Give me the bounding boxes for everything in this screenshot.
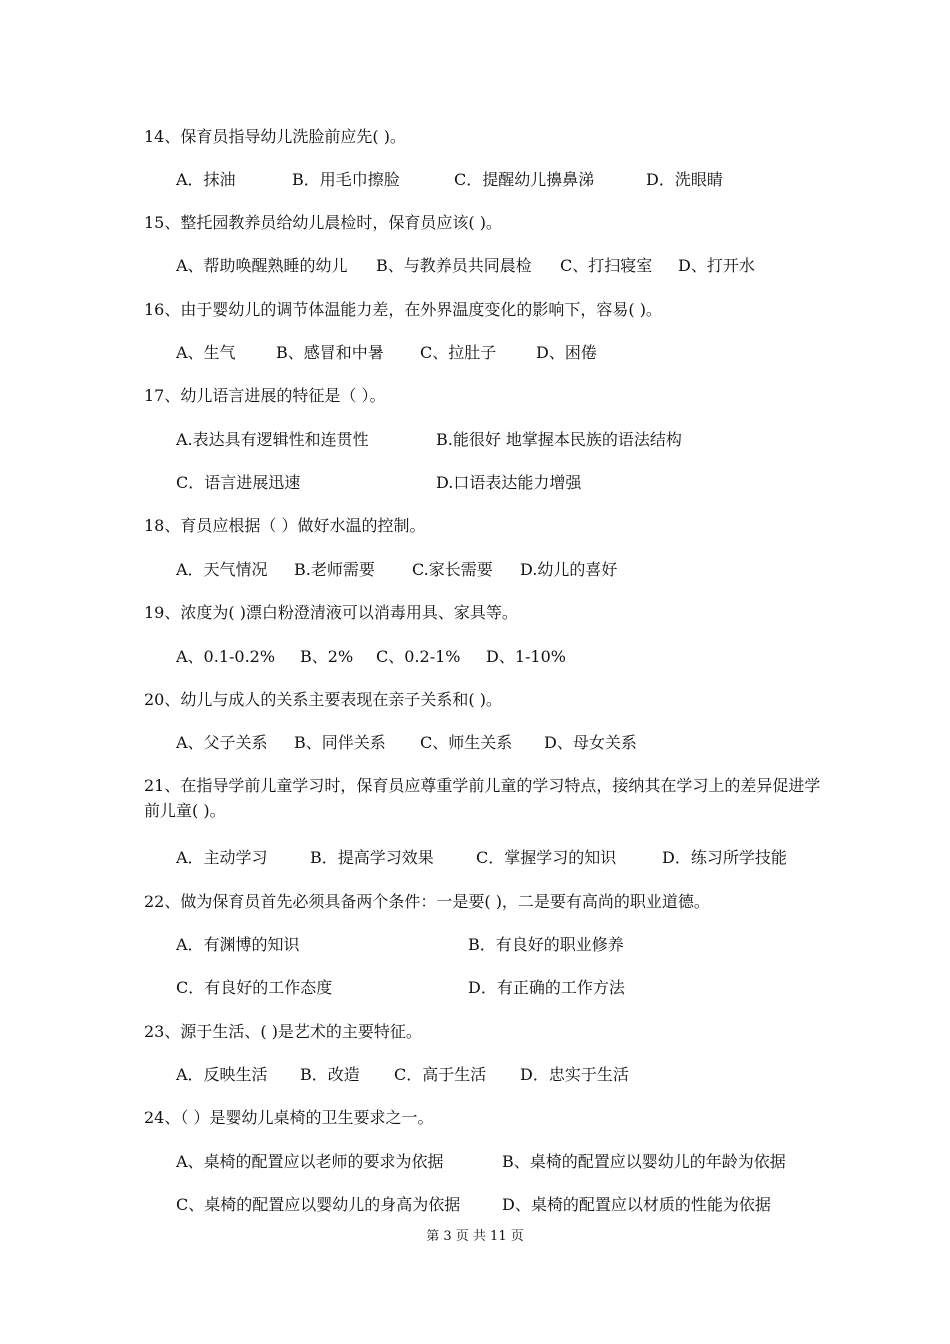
option: C、师生关系 xyxy=(420,733,513,752)
option: D．有正确的工作方法 xyxy=(468,978,625,997)
option: C.家长需要 xyxy=(412,560,493,579)
option: B．改造 xyxy=(300,1065,360,1084)
option: D、母女关系 xyxy=(544,733,637,752)
option: A．天气情况 xyxy=(176,560,268,579)
question-22-stem: 22、做为保育员首先必须具备两个条件：一是要( )，二是要有高尚的职业道德。 xyxy=(144,892,710,911)
option: B、感冒和中暑 xyxy=(276,343,384,362)
option: B．有良好的职业修养 xyxy=(468,935,624,954)
option: B、2% xyxy=(300,647,354,666)
option: C．掌握学习的知识 xyxy=(476,848,617,867)
question-18-stem: 18、育员应根据（ ）做好水温的控制。 xyxy=(144,516,426,535)
option: B、桌椅的配置应以婴幼儿的年龄为依据 xyxy=(502,1152,786,1171)
question-19-stem: 19、浓度为( )漂白粉澄清液可以消毒用具、家具等。 xyxy=(144,603,518,622)
option: B、与教养员共同晨检 xyxy=(376,256,532,275)
question-14-stem: 14、保育员指导幼儿洗脸前应先( )。 xyxy=(144,127,406,146)
option: B．用毛巾擦脸 xyxy=(292,170,400,189)
option: A．抹油 xyxy=(176,170,236,189)
option: A．主动学习 xyxy=(176,848,268,867)
option: C、0.2-1% xyxy=(376,647,461,666)
option: D、桌椅的配置应以材质的性能为依据 xyxy=(502,1195,771,1214)
option: A、桌椅的配置应以老师的要求为依据 xyxy=(176,1152,444,1171)
option: D、困倦 xyxy=(536,343,597,362)
option: D、打开水 xyxy=(678,256,755,275)
option: D．练习所学技能 xyxy=(662,848,787,867)
option: B．提高学习效果 xyxy=(310,848,434,867)
option: B、同伴关系 xyxy=(294,733,386,752)
page-number-footer: 第 3 页 共 11 页 xyxy=(426,1229,524,1244)
option: A．反映生活 xyxy=(176,1065,268,1084)
question-21-stem: 21、在指导学前儿童学习时，保育员应尊重学前儿童的学习特点，接纳其在学习上的差异促进学前儿童( )。 xyxy=(144,776,821,820)
option: C．语言进展迅速 xyxy=(176,473,301,492)
option: B.能很好 地掌握本民族的语法结构 xyxy=(436,430,682,449)
option: C、桌椅的配置应以婴幼儿的身高为依据 xyxy=(176,1195,461,1214)
option: A、父子关系 xyxy=(176,733,268,752)
option: A、生气 xyxy=(176,343,236,362)
option: A．有渊博的知识 xyxy=(176,935,300,954)
option: A、0.1-0.2% xyxy=(176,647,276,666)
option: A.表达具有逻辑性和连贯性 xyxy=(176,430,369,449)
option: C．提醒幼儿擤鼻涕 xyxy=(454,170,595,189)
option: C．高于生活 xyxy=(394,1065,487,1084)
question-17-stem: 17、幼儿语言进展的特征是（ ）。 xyxy=(144,386,386,405)
question-15-stem: 15、整托园教养员给幼儿晨检时，保育员应该( )。 xyxy=(144,213,502,232)
option: D、1-10% xyxy=(486,647,566,666)
question-24-stem: 24、（ ）是婴幼儿桌椅的卫生要求之一。 xyxy=(144,1108,434,1127)
question-23-stem: 23、源于生活、( )是艺术的主要特征。 xyxy=(144,1022,422,1041)
option: A、帮助唤醒熟睡的幼儿 xyxy=(176,256,348,275)
option: D.幼儿的喜好 xyxy=(520,560,618,579)
option: D．忠实于生活 xyxy=(520,1065,629,1084)
option: C、打扫寝室 xyxy=(560,256,653,275)
question-16-stem: 16、由于婴幼儿的调节体温能力差，在外界温度变化的影响下，容易( )。 xyxy=(144,300,662,319)
option: B.老师需要 xyxy=(294,560,375,579)
question-20-stem: 20、幼儿与成人的关系主要表现在亲子关系和( )。 xyxy=(144,690,502,709)
option: D．洗眼睛 xyxy=(646,170,723,189)
option: D.口语表达能力增强 xyxy=(436,473,582,492)
option: C．有良好的工作态度 xyxy=(176,978,333,997)
option: C、拉肚子 xyxy=(420,343,497,362)
